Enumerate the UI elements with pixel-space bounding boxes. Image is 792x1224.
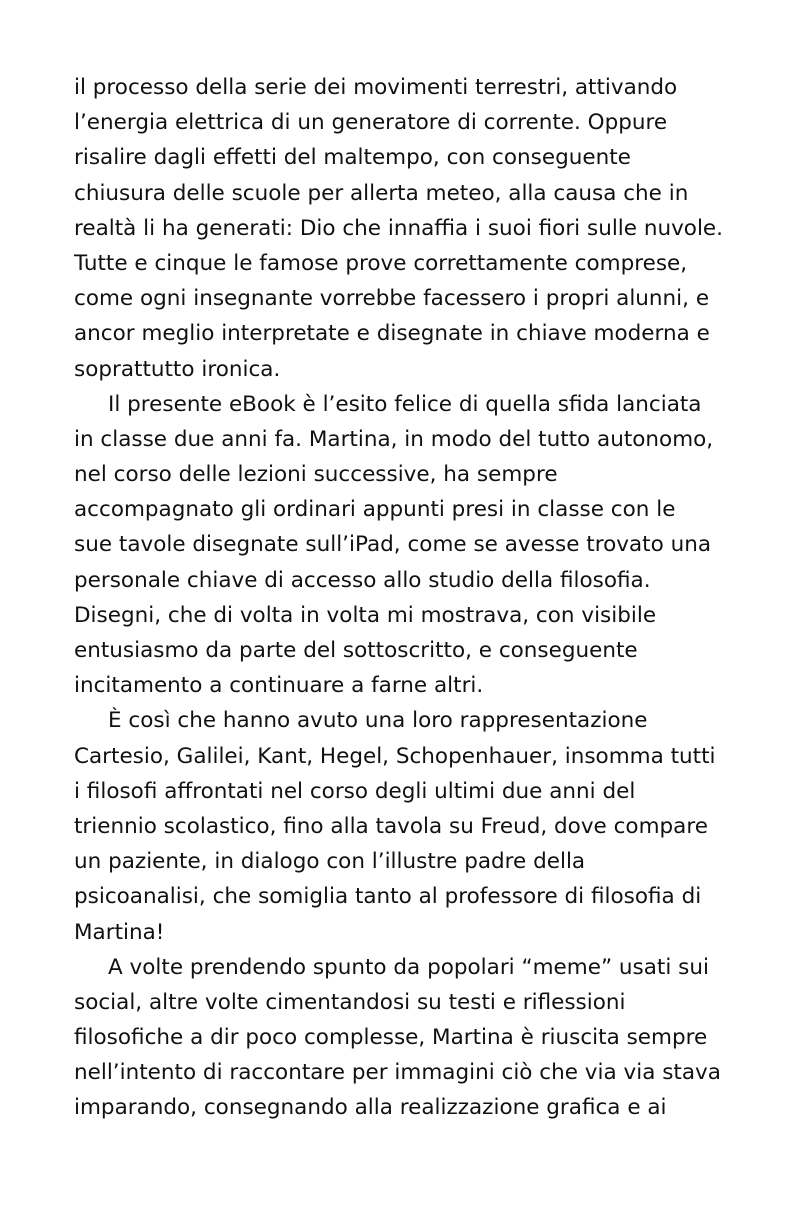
text-line: nell’intento di raccontare per immagini ciò che via via stava	[74, 1060, 721, 1086]
text-line: imparando, consegnando alla realizzazione grafica e ai	[74, 1095, 667, 1121]
text-line: sue tavole disegnate sull’iPad, come se avesse trovato una	[74, 532, 712, 558]
text-line: Disegni, che di volta in volta mi mostrava, con visibile	[74, 602, 657, 628]
paragraph-2	[74, 387, 734, 704]
text-line: Cartesio, Galilei, Kant, Hegel, Schopenhauer, insomma tutti	[74, 743, 716, 769]
text-line-first: È così che hanno avuto una loro rappresentazione	[108, 708, 648, 734]
book-page-body	[74, 70, 734, 1126]
text-line: psicoanalisi, che somiglia tanto al professore di filosofia di	[74, 884, 702, 910]
text-line: nel corso delle lezioni successive, ha sempre	[74, 462, 558, 488]
text-line: soprattutto ironica.	[74, 356, 281, 382]
text-line: in classe due anni fa. Martina, in modo del tutto autonomo,	[74, 426, 714, 452]
text-line-first: A volte prendendo spunto da popolari “meme” usati sui	[108, 954, 709, 980]
text-line: ancor meglio interpretate e disegnate in chiave moderna e	[74, 321, 710, 347]
text-line: realtà li ha generati: Dio che innaffia i suoi fiori sulle nuvole.	[74, 215, 723, 241]
text-line: risalire dagli effetti del maltempo, con conseguente	[74, 145, 631, 171]
text-line: entusiasmo da parte del sottoscritto, e conseguente	[74, 638, 638, 663]
text-line: accompagnato gli ordinari appunti presi in classe con le	[74, 497, 676, 523]
text-line: i filosofi affrontati nel corso degli ultimi due anni del	[74, 778, 636, 804]
text-line: l’energia elettrica di un generatore di corrente. Oppure	[74, 110, 668, 136]
text-line: Tutte e cinque le famose prove correttamente comprese,	[74, 250, 688, 276]
text-line: il processo della serie dei movimenti terrestri, attivando	[74, 75, 678, 100]
text-line: triennio scolastico, fino alla tavola su Freud, dove compare	[74, 813, 708, 839]
text-line: un paziente, in dialogo con l’illustre padre della	[74, 849, 586, 875]
paragraph-4	[74, 950, 734, 1126]
text-line: chiusura delle scuole per allerta meteo, alla causa che in	[74, 180, 689, 206]
text-line: personale chiave di accesso allo studio della filosofia.	[74, 567, 651, 593]
paragraph-3	[74, 703, 734, 949]
text-line: social, altre volte cimentandosi su testi e riflessioni	[74, 989, 626, 1015]
text-line: come ogni insegnante vorrebbe facessero i propri alunni, e	[74, 286, 710, 312]
text-line: filosofiche a dir poco complesse, Martina è riuscita sempre	[74, 1025, 708, 1051]
paragraph-1	[74, 70, 734, 387]
text-line: Martina!	[74, 919, 165, 945]
text-line-first: Il presente eBook è l’esito felice di quella sfida lanciata	[108, 391, 702, 417]
text-line: incitamento a continuare a farne altri.	[74, 673, 484, 699]
